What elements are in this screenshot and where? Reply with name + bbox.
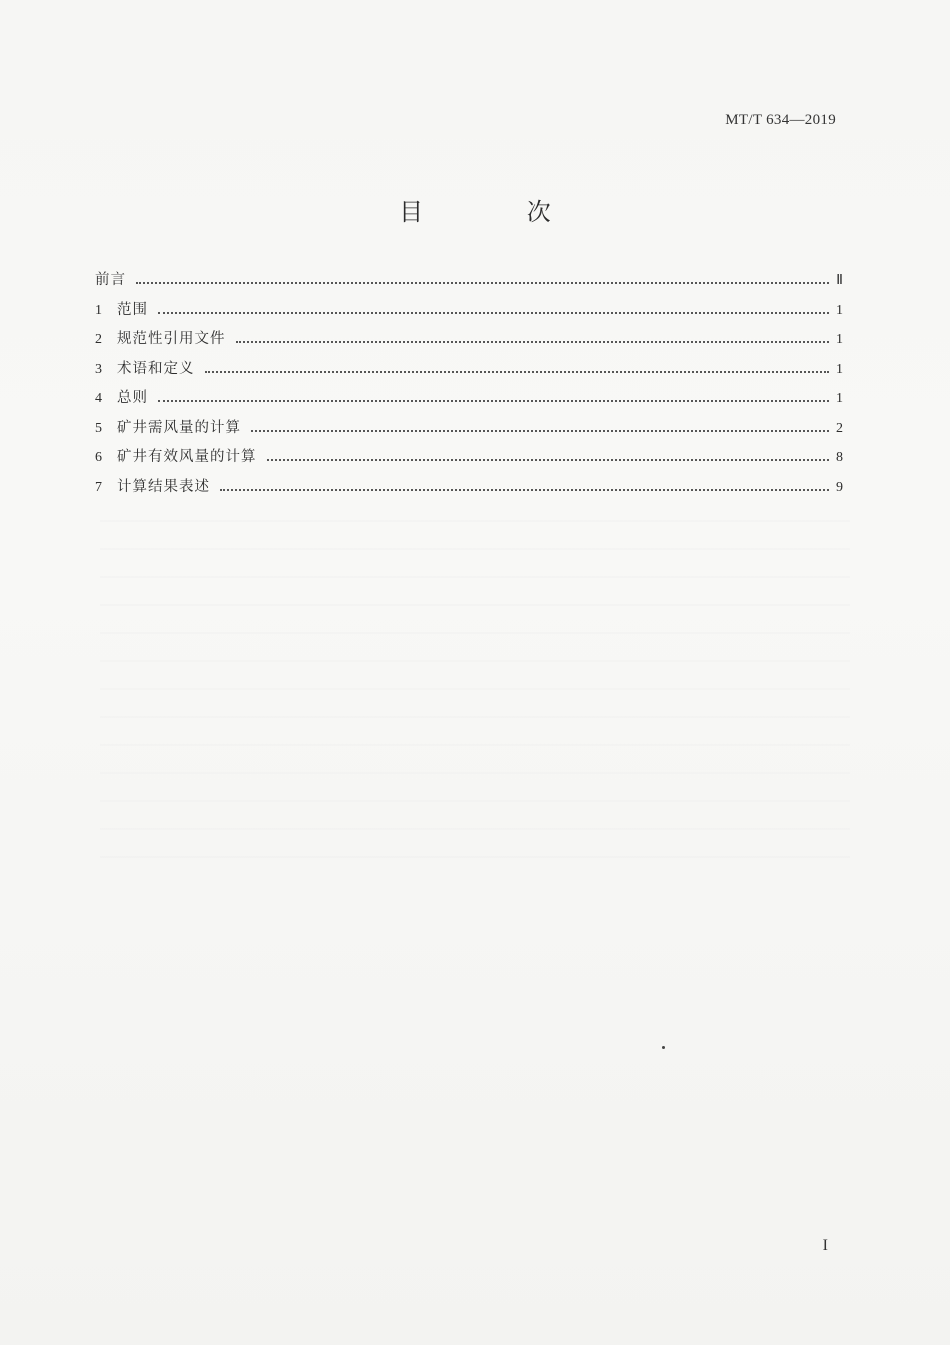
toc-leader-dots <box>158 400 829 402</box>
toc-entry-label: 总则 <box>117 390 148 406</box>
toc-entry-scope[interactable] <box>95 298 843 328</box>
toc-entry-page: 1 <box>836 391 843 406</box>
toc-entry-number: 5 <box>95 420 102 436</box>
toc-entry-page: Ⅱ <box>836 273 843 288</box>
toc-entry-label: 术语和定义 <box>117 360 195 377</box>
toc-leader-dots <box>236 341 830 343</box>
toc-entry-effective-air[interactable] <box>95 445 843 475</box>
toc-entry-page: 1 <box>836 361 843 377</box>
toc-entry-label: 矿井需风量的计算 <box>117 419 241 436</box>
toc-entry-normative-references[interactable] <box>95 327 843 357</box>
page-title: 目 次 <box>399 198 599 226</box>
toc-entry-foreword[interactable] <box>95 268 843 298</box>
toc-entry-number: 7 <box>95 479 102 495</box>
toc-entry-label: 前言 <box>95 272 126 288</box>
toc-entry-general[interactable] <box>95 386 843 416</box>
toc-entry-terms-definitions[interactable] <box>95 357 843 387</box>
toc-entry-page: 1 <box>836 302 843 318</box>
page-number: I <box>822 1237 828 1254</box>
toc-entry-page: 9 <box>836 479 843 495</box>
toc-leader-dots <box>251 430 829 432</box>
toc-entry-number: 4 <box>95 391 102 406</box>
toc-entry-number: 1 <box>95 302 102 318</box>
toc-entry-page: 8 <box>836 450 843 465</box>
toc-entry-number: 3 <box>95 361 102 377</box>
standard-code: MT/T 634—2019 <box>725 112 836 128</box>
toc-leader-dots <box>267 459 830 461</box>
table-of-contents <box>95 268 843 504</box>
toc-entry-number: 6 <box>95 450 102 465</box>
scan-speck <box>662 1046 665 1049</box>
toc-entry-page: 1 <box>836 332 843 347</box>
toc-entry-label: 矿井有效风量的计算 <box>117 449 257 465</box>
toc-leader-dots <box>205 371 830 373</box>
show-through-texture <box>100 520 850 860</box>
toc-entry-label: 范围 <box>117 301 148 318</box>
toc-entry-results[interactable] <box>95 475 843 505</box>
toc-entry-label: 计算结果表述 <box>117 478 210 495</box>
toc-leader-dots <box>220 489 829 491</box>
toc-entry-label: 规范性引用文件 <box>117 331 226 347</box>
toc-entry-number: 2 <box>95 332 102 347</box>
toc-leader-dots <box>158 312 829 314</box>
toc-entry-required-air[interactable] <box>95 416 843 446</box>
toc-entry-page: 2 <box>836 420 843 436</box>
toc-leader-dots <box>136 282 829 284</box>
